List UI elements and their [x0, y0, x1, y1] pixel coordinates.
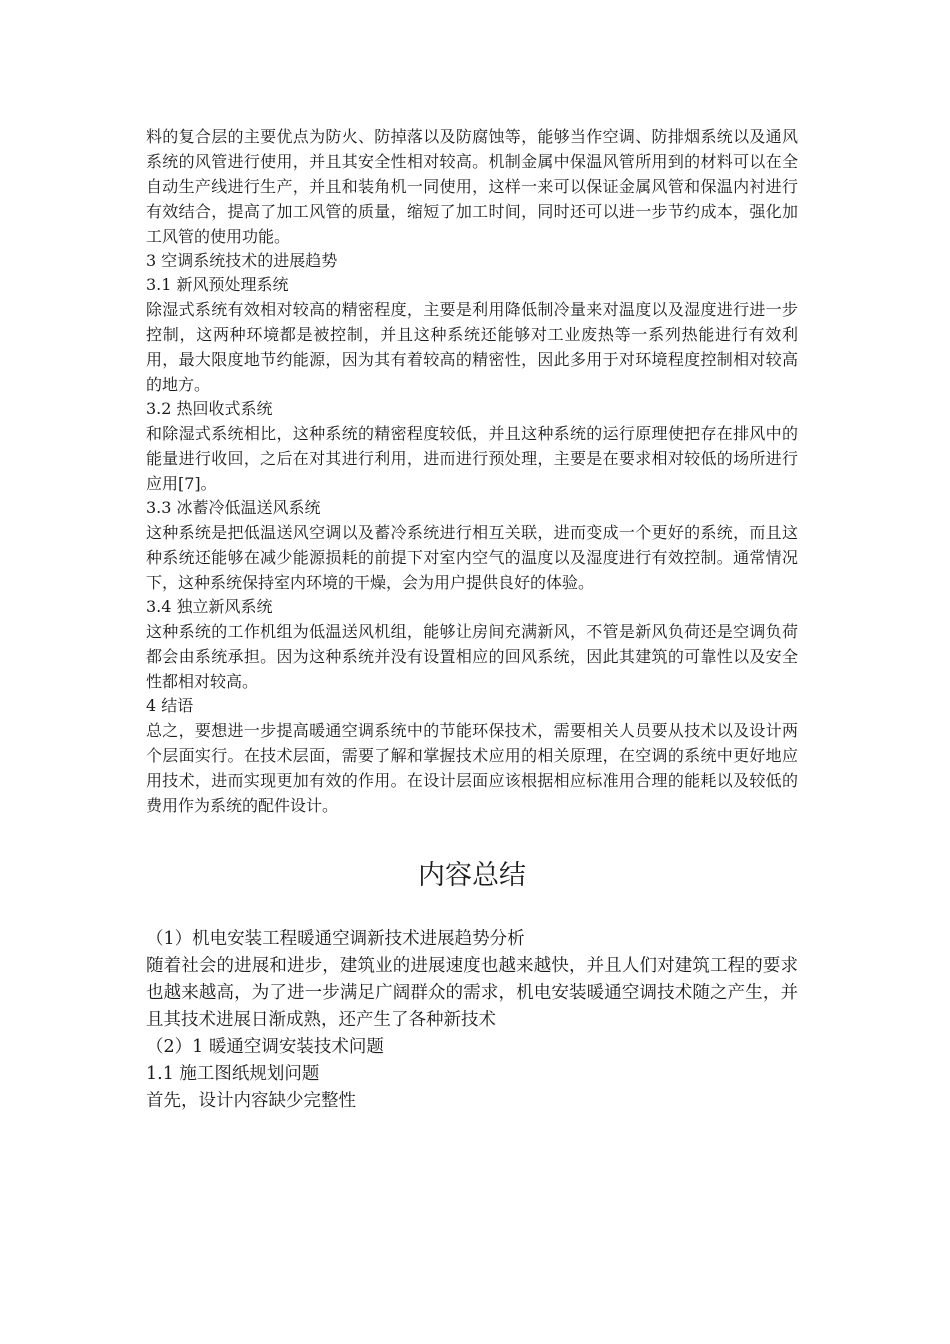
document-page — [146, 124, 798, 1115]
summary-item2-heading: （2）1 暖通空调安装技术问题 — [146, 1037, 384, 1057]
section33-heading: 3.3 冰蓄冷低温送风系统 — [146, 498, 321, 517]
section4-body: 总之，要想进一步提高暖通空调系统中的节能环保技术，需要相关人员要从技术以及设计两个层面实行。在技术层面，需要了解和掌握技术应用的相关原理，在空调的系统中更好地应用技术，进而实现更加有效的作用。在设计层面应该根据相应标准用合理的能耗以及较低的费用作为系统的配件设计。 — [146, 721, 798, 815]
summary-title: 内容总结 — [418, 860, 526, 891]
section31-heading: 3.1 新风预处理系统 — [146, 275, 289, 294]
section34-body: 这种系统的工作机组为低温送风机组，能够让房间充满新风，不管是新风负荷还是空调负荷都会由系统承担。因为这种系统并没有设置相应的回风系统，因此其建筑的可靠性以及安全性都相对较高。 — [146, 622, 798, 691]
section33-body: 这种系统是把低温送风空调以及蓄冷系统进行相互关联，进而变成一个更好的系统，而且这种系统还能够在减少能源损耗的前提下对室内空气的温度以及湿度进行有效控制。通常情况下，这种系统保持室内环境的干燥，会为用户提供良好的体验。 — [146, 523, 798, 592]
intro-paragraph: 料的复合层的主要优点为防火、防掉落以及防腐蚀等，能够当作空调、防排烟系统以及通风系统的风管进行使用，并且其安全性相对较高。机制金属中保温风管所用到的材料可以在全自动生产线进行生产，并且和装角机一同使用，这样一来可以保证金属风管和保温内衬进行有效结合，提高了加工风管的质量，缩短了加工时间，同时还可以进一步节约成本，强化加工风管的使用功能。 — [146, 127, 798, 246]
summary-item1-heading: （1）机电安装工程暖通空调新技术进展趋势分析 — [146, 929, 525, 949]
section3-heading: 3 空调系统技术的进展趋势 — [146, 251, 338, 270]
section32-heading: 3.2 热回收式系统 — [146, 399, 273, 418]
summary-item1-body: 随着社会的进展和进步，建筑业的进展速度也越来越快，并且人们对建筑工程的要求也越来越高，为了进一步满足广阔群众的需求，机电安装暖通空调技术随之产生，并且其技术进展日渐成熟，还产生了各种新技术 — [146, 956, 798, 1030]
section32-body: 和除湿式系统相比，这种系统的精密程度较低，并且这种系统的运行原理使把存在排风中的能量进行收回，之后在对其进行利用，进而进行预处理，主要是在要求相对较低的场所进行应用[7]。 — [146, 424, 798, 493]
section4-heading: 4 结语 — [146, 696, 194, 715]
section34-heading: 3.4 独立新风系统 — [146, 597, 273, 616]
summary-item2-subheading: 1.1 施工图纸规划问题 — [146, 1064, 320, 1084]
summary-section — [146, 926, 798, 1115]
section31-body: 除湿式系统有效相对较高的精密程度，主要是利用降低制冷量来对温度以及湿度进行进一步控制，这两种环境都是被控制，并且这种系统还能够对工业废热等一系列热能进行有效利用，最大限度地节约能源，因为其有着较高的精密性，因此多用于对环境程度控制相对较高的地方。 — [146, 300, 798, 394]
summary-item2-body: 首先，设计内容缺少完整性 — [146, 1091, 356, 1111]
